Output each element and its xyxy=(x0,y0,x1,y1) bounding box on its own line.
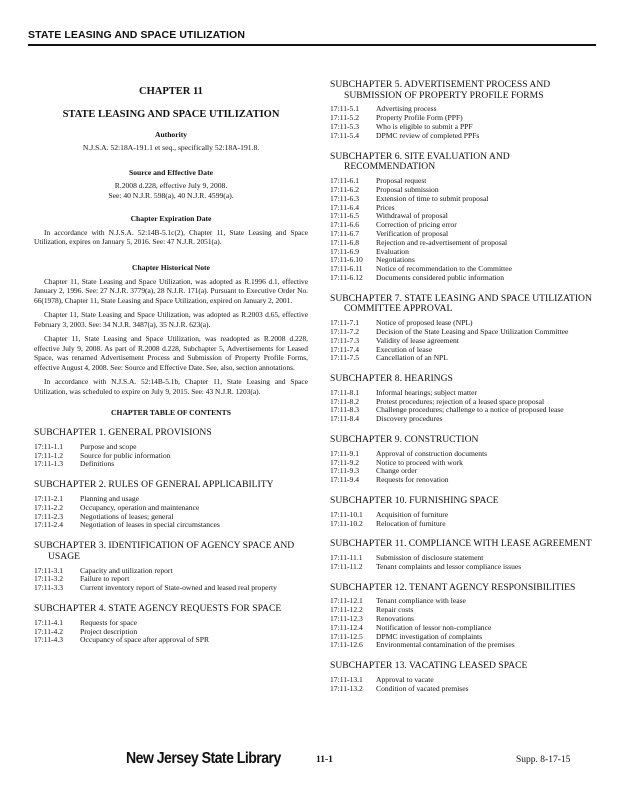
section-entry xyxy=(330,248,592,257)
left-column xyxy=(34,80,308,645)
section-entry xyxy=(34,584,308,593)
section-number: 17:11-1.2 xyxy=(34,450,64,460)
section-title: Change order xyxy=(376,466,418,476)
section-title: Relocation of furniture xyxy=(376,518,446,528)
subchapter-title: SUBCHAPTER 8. HEARINGS xyxy=(330,373,453,385)
section-entry xyxy=(330,641,592,650)
section-entry xyxy=(330,354,592,363)
section-number: 17:11-11.2 xyxy=(330,561,363,571)
section-number: 17:11-6.1 xyxy=(330,176,360,186)
subchapter-title: SUBCHAPTER 1. GENERAL PROVISIONS xyxy=(34,427,212,439)
section-title: Advertising process xyxy=(376,104,437,114)
subchapter-section-list xyxy=(34,567,308,593)
section-title: Withdrawal of proposal xyxy=(376,211,448,221)
section-number: 17:11-12.2 xyxy=(330,605,363,615)
section-title: Evaluation xyxy=(376,246,409,256)
subchapter-section-list xyxy=(330,389,592,424)
section-entry xyxy=(330,274,592,283)
section-number: 17:11-2.1 xyxy=(34,493,64,503)
section-title: Project description xyxy=(80,626,138,636)
section-number: 17:11-6.10 xyxy=(330,255,363,265)
section-title: Protest procedures; rejection of a leased space proposal xyxy=(376,396,545,406)
section-number: 17:11-6.3 xyxy=(330,193,360,203)
subchapter-section-list xyxy=(34,619,308,645)
section-title: Submission of disclosure statement xyxy=(376,553,484,563)
section-entry xyxy=(330,204,592,213)
historical-paragraph-3: Chapter 11, State Leasing and Space Utilization, was readopted as R.2008 d.228, effective July 9, 2008. As part of R.2008 d.228, Subchapter 5, Advertisements for Leased Space, was renamed Advertisement Process and Submission of Property Profile Forms, effective August 4, 2008. See: Source and Effective Date. See, also, section annotations. xyxy=(34,334,308,372)
source-heading: Source and Effective Date xyxy=(128,168,213,177)
section-number: 17:11-5.1 xyxy=(330,104,360,114)
section-number: 17:11-12.5 xyxy=(330,631,363,641)
section-title: Environmental contamination of the premises xyxy=(376,640,515,650)
section-number: 17:11-4.2 xyxy=(34,626,64,636)
historical-paragraph-4: In accordance with N.J.S.A. 52:14B-5.1b, Chapter 11, State Leasing and Space Utilization, was scheduled to expire on July 9, 2015. See: 43 N.J.R. 1203(a). xyxy=(34,377,308,396)
subchapter-title: SUBCHAPTER 13. VACATING LEASED SPACE xyxy=(330,660,528,672)
section-entry xyxy=(330,415,592,424)
subchapter-section-list xyxy=(330,105,592,140)
section-number: 17:11-13.1 xyxy=(330,674,363,684)
section-title: Purpose and scope xyxy=(80,441,137,451)
section-number: 17:11-10.1 xyxy=(330,509,363,519)
section-number: 17:11-2.4 xyxy=(34,520,64,530)
section-number: 17:11-12.4 xyxy=(330,622,363,632)
section-title: Notice to proceed with work xyxy=(376,457,463,467)
library-name: New Jersey State Library xyxy=(126,750,281,767)
section-title: Cancellation of an NPL xyxy=(376,353,448,363)
page-number: 11-1 xyxy=(316,755,333,765)
section-number: 17:11-8.3 xyxy=(330,405,360,415)
subchapter-section-list xyxy=(34,495,308,530)
section-number: 17:11-4.3 xyxy=(34,635,64,645)
right-column xyxy=(330,80,592,693)
subchapter-title: SUBCHAPTER 12. TENANT AGENCY RESPONSIBILITIES xyxy=(330,581,576,593)
section-number: 17:11-3.3 xyxy=(34,583,64,593)
section-entry xyxy=(330,221,592,230)
section-number: 17:11-3.1 xyxy=(34,565,64,575)
section-number: 17:11-7.2 xyxy=(330,326,360,336)
section-title: Negotiations xyxy=(376,255,415,265)
toc-heading: CHAPTER TABLE OF CONTENTS xyxy=(111,408,231,418)
section-entry xyxy=(330,520,592,529)
section-title: Discovery procedures xyxy=(376,414,443,424)
subchapter-title: SUBCHAPTER 10. FURNISHING SPACE xyxy=(330,494,499,506)
supplement-date: Supp. 8-17-15 xyxy=(516,755,571,765)
section-title: Current inventory report of State-owned and leased real property xyxy=(80,583,277,593)
section-title: Approval to vacate xyxy=(376,674,434,684)
section-title: Execution of lease xyxy=(376,344,433,354)
chapter-number: CHAPTER 11 xyxy=(139,86,203,97)
section-title: Challenge procedures; challenge to a notice of proposed lease xyxy=(376,405,564,415)
section-number: 17:11-5.3 xyxy=(330,122,360,132)
section-number: 17:11-2.2 xyxy=(34,502,64,512)
section-number: 17:11-4.1 xyxy=(34,617,64,627)
section-number: 17:11-1.1 xyxy=(34,441,64,451)
subchapter-section-list xyxy=(330,554,592,572)
section-entry xyxy=(330,467,592,476)
section-title: Source for public information xyxy=(80,450,171,460)
section-entry xyxy=(330,597,592,606)
section-number: 17:11-6.12 xyxy=(330,272,363,282)
subchapter-section-list xyxy=(34,443,308,469)
section-title: DPMC investigation of complaints xyxy=(376,631,483,641)
section-number: 17:11-9.1 xyxy=(330,448,360,458)
section-title: Decision of the State Leasing and Space Utilization Committee xyxy=(376,326,569,336)
section-title: Informal hearings; subject matter xyxy=(376,387,478,397)
subchapter-section-list xyxy=(330,511,592,529)
section-entry xyxy=(330,346,592,355)
subchapter-section-list xyxy=(330,177,592,283)
section-number: 17:11-7.5 xyxy=(330,353,360,363)
section-number: 17:11-6.11 xyxy=(330,264,363,274)
section-number: 17:11-9.4 xyxy=(330,475,360,485)
subchapter-section-list xyxy=(330,597,592,650)
section-number: 17:11-6.7 xyxy=(330,228,360,238)
section-entry xyxy=(330,511,592,520)
subchapter-title: SUBCHAPTER 6. SITE EVALUATION AND RECOMMENDATION xyxy=(330,150,510,173)
section-title: Acquisition of furniture xyxy=(376,509,449,519)
section-entry xyxy=(330,563,592,572)
section-entry xyxy=(34,636,308,645)
section-title: Requests for space xyxy=(80,617,137,627)
subchapter-title: SUBCHAPTER 5. ADVERTISEMENT PROCESS AND SUBMISSION OF PROPERTY PROFILE FORMS xyxy=(330,79,551,101)
section-title: Repair costs xyxy=(376,605,414,615)
authority-text: N.J.S.A. 52:18A-191.1 et seq., specifically 52:18A-191.8. xyxy=(82,143,260,152)
section-entry xyxy=(34,452,308,461)
section-title: Rejection and re-advertisement of proposal xyxy=(376,237,508,247)
section-number: 17:11-8.1 xyxy=(330,387,360,397)
section-number: 17:11-8.4 xyxy=(330,414,360,424)
section-title: Failure to report xyxy=(80,574,130,584)
section-number: 17:11-6.2 xyxy=(330,184,360,194)
section-title: Planning and usage xyxy=(80,493,140,503)
source-line-2: See: 40 N.J.R. 598(a), 40 N.J.R. 4599(a). xyxy=(108,191,234,200)
section-title: Proposal submission xyxy=(376,184,439,194)
section-title: Documents considered public information xyxy=(376,272,505,282)
section-number: 17:11-3.2 xyxy=(34,574,64,584)
section-entry xyxy=(330,406,592,415)
running-header: STATE LEASING AND SPACE UTILIZATION xyxy=(28,29,245,41)
section-entry xyxy=(330,476,592,485)
historical-paragraph-2: Chapter 11, State Leasing and Space Utilization, was adopted as R.2003 d.65, effective February 3, 2003. See: 34 N.J.R. 3487(a), 35 N.J.R. 623(a). xyxy=(34,310,308,329)
section-number: 17:11-12.3 xyxy=(330,613,363,623)
section-title: Requests for renovation xyxy=(376,475,449,485)
chapter-title: STATE LEASING AND SPACE UTILIZATION xyxy=(62,109,280,120)
section-number: 17:11-12.6 xyxy=(330,640,363,650)
section-number: 17:11-6.8 xyxy=(330,237,360,247)
section-title: Notice of proposed lease (NPL) xyxy=(376,318,473,328)
subchapter-title: SUBCHAPTER 7. STATE LEASING AND SPACE UTILIZATION COMMITTEE APPROVAL xyxy=(330,292,592,315)
section-number: 17:11-9.3 xyxy=(330,466,360,476)
section-title: Capacity and utilization report xyxy=(80,565,173,575)
left-subchapter-list xyxy=(34,428,308,645)
subchapter-title: SUBCHAPTER 3. IDENTIFICATION OF AGENCY SPACE AND USAGE xyxy=(34,540,295,562)
subchapter-title: SUBCHAPTER 4. STATE AGENCY REQUESTS FOR SPACE xyxy=(34,603,282,614)
section-title: Negotiations of leases; general xyxy=(80,511,174,521)
section-number: 17:11-6.9 xyxy=(330,246,360,256)
section-number: 17:11-12.1 xyxy=(330,596,363,606)
subchapter-title: SUBCHAPTER 9. CONSTRUCTION xyxy=(330,434,479,446)
section-entry xyxy=(330,195,592,204)
section-entry xyxy=(330,337,592,346)
expiration-text: In accordance with N.J.S.A. 52:14B-5.1c(2), Chapter 11, State Leasing and Space Utilization, expires on January 5, 2016. See: 47 N.J.R. 2051(a). xyxy=(34,228,308,247)
section-title: Property Profile Form (PPF) xyxy=(376,113,463,123)
section-entry xyxy=(330,459,592,468)
section-number: 17:11-6.5 xyxy=(330,211,360,221)
section-entry xyxy=(330,132,592,141)
authority-heading: Authority xyxy=(154,130,188,139)
section-title: Verification of proposal xyxy=(376,228,449,238)
section-number: 17:11-7.4 xyxy=(330,344,360,354)
subchapter-title: SUBCHAPTER 2. RULES OF GENERAL APPLICABILITY xyxy=(34,479,274,491)
section-entry xyxy=(330,328,592,337)
subchapter-section-list xyxy=(330,676,592,694)
section-title: Extension of time to submit proposal xyxy=(376,193,489,203)
section-title: Notification of lessor non-compliance xyxy=(376,622,492,632)
section-title: Validity of lease agreement xyxy=(376,335,459,345)
header-rule xyxy=(28,44,596,46)
section-title: Occupancy, operation and maintenance xyxy=(80,502,200,512)
section-number: 17:11-2.3 xyxy=(34,511,64,521)
section-number: 17:11-9.2 xyxy=(330,457,360,467)
section-entry xyxy=(330,606,592,615)
section-title: Renovations xyxy=(376,613,414,623)
section-title: Definitions xyxy=(80,459,115,469)
subchapter-title: SUBCHAPTER 11. COMPLIANCE WITH LEASE AGREEMENT xyxy=(330,538,592,550)
section-entry xyxy=(330,212,592,221)
section-entry xyxy=(34,460,308,469)
section-title: Notice of recommendation to the Committee xyxy=(376,264,513,274)
section-number: 17:11-6.4 xyxy=(330,202,360,212)
section-title: Approval of construction documents xyxy=(376,448,488,458)
section-number: 17:11-10.2 xyxy=(330,518,363,528)
section-title: Who is eligible to submit a PPF xyxy=(376,122,473,132)
right-subchapter-list xyxy=(330,80,592,693)
section-title: Prices xyxy=(376,202,395,212)
section-title: Condition of vacated premises xyxy=(376,683,469,693)
historical-heading: Chapter Historical Note xyxy=(132,262,210,272)
section-entry xyxy=(330,685,592,694)
section-entry xyxy=(34,443,308,452)
section-entry xyxy=(330,177,592,186)
section-entry xyxy=(34,619,308,628)
section-title: DPMC review of completed PPFs xyxy=(376,130,480,140)
section-entry xyxy=(34,521,308,530)
section-title: Tenant complaints and lessor compliance issues xyxy=(376,561,522,571)
section-number: 17:11-13.2 xyxy=(330,683,363,693)
section-number: 17:11-7.3 xyxy=(330,335,360,345)
expiration-heading: Chapter Expiration Date xyxy=(130,214,212,223)
section-title: Tenant compliance with lease xyxy=(376,596,466,606)
source-line-1: R.2008 d.228, effective July 9, 2008. xyxy=(114,181,228,190)
section-number: 17:11-5.2 xyxy=(330,113,360,123)
section-number: 17:11-11.1 xyxy=(330,553,363,563)
section-entry xyxy=(330,239,592,248)
historical-paragraph-1: Chapter 11, State Leasing and Space Utilization, was adopted as R.1996 d.1, effective January 2, 1996. See: 27 N.J.R. 3779(a), 28 N.J.R. 171(a). Pursuant to Executive Order No. 66(1978), Chapter 11, State Leasing and Space Utilization, expired on January 2, 2001. xyxy=(34,276,308,305)
section-entry xyxy=(34,567,308,576)
subchapter-section-list xyxy=(330,450,592,485)
section-number: 17:11-1.3 xyxy=(34,459,64,469)
section-title: Occupancy of space after approval of SPR xyxy=(80,635,210,645)
subchapter-section-list xyxy=(330,319,592,363)
section-title: Negotiation of leases in special circumstances xyxy=(80,520,220,530)
section-number: 17:11-7.1 xyxy=(330,318,360,328)
section-title: Correction of pricing error xyxy=(376,220,457,230)
section-number: 17:11-6.6 xyxy=(330,220,360,230)
section-number: 17:11-8.2 xyxy=(330,396,360,406)
section-title: Proposal request xyxy=(376,176,427,186)
section-number: 17:11-5.4 xyxy=(330,130,360,140)
